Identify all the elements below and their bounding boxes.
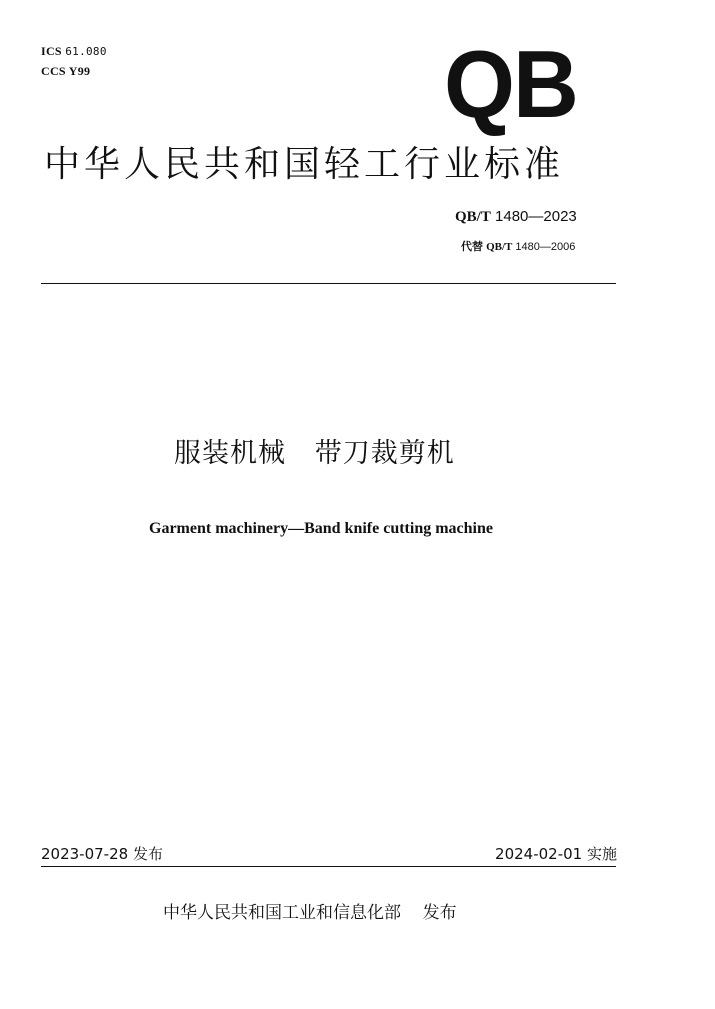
standard-code: 1480—2023 bbox=[495, 208, 577, 225]
footer-divider bbox=[41, 866, 616, 867]
standard-number bbox=[455, 208, 577, 226]
industry-standard-title: 中华人民共和国轻工行业标准 bbox=[44, 144, 565, 185]
ics-code: 61.080 bbox=[65, 45, 107, 58]
replaces-line bbox=[461, 240, 575, 254]
title-chinese: 服装机械 带刀裁剪机 bbox=[174, 438, 455, 469]
publisher: 中华人民共和国工业和信息化部 发布 bbox=[163, 903, 457, 923]
ccs-line bbox=[41, 64, 90, 78]
replaces-code: 1480—2006 bbox=[515, 241, 576, 253]
title-english: Garment machinery—Band knife cutting machine bbox=[149, 520, 493, 537]
replaces-prefix: QB/T bbox=[486, 241, 513, 253]
ics-line bbox=[41, 44, 107, 59]
header-divider bbox=[41, 283, 616, 284]
standard-prefix: QB/T bbox=[455, 209, 491, 225]
qb-logo: QB bbox=[444, 31, 577, 138]
ics-label: ICS bbox=[41, 44, 62, 58]
ccs-code: Y99 bbox=[68, 64, 91, 78]
replaces-label: 代替 bbox=[461, 240, 483, 253]
implement-date: 2024-02-01 实施 bbox=[495, 845, 617, 863]
ccs-label: CCS bbox=[41, 64, 66, 78]
issue-date: 2023-07-28 发布 bbox=[41, 845, 163, 863]
